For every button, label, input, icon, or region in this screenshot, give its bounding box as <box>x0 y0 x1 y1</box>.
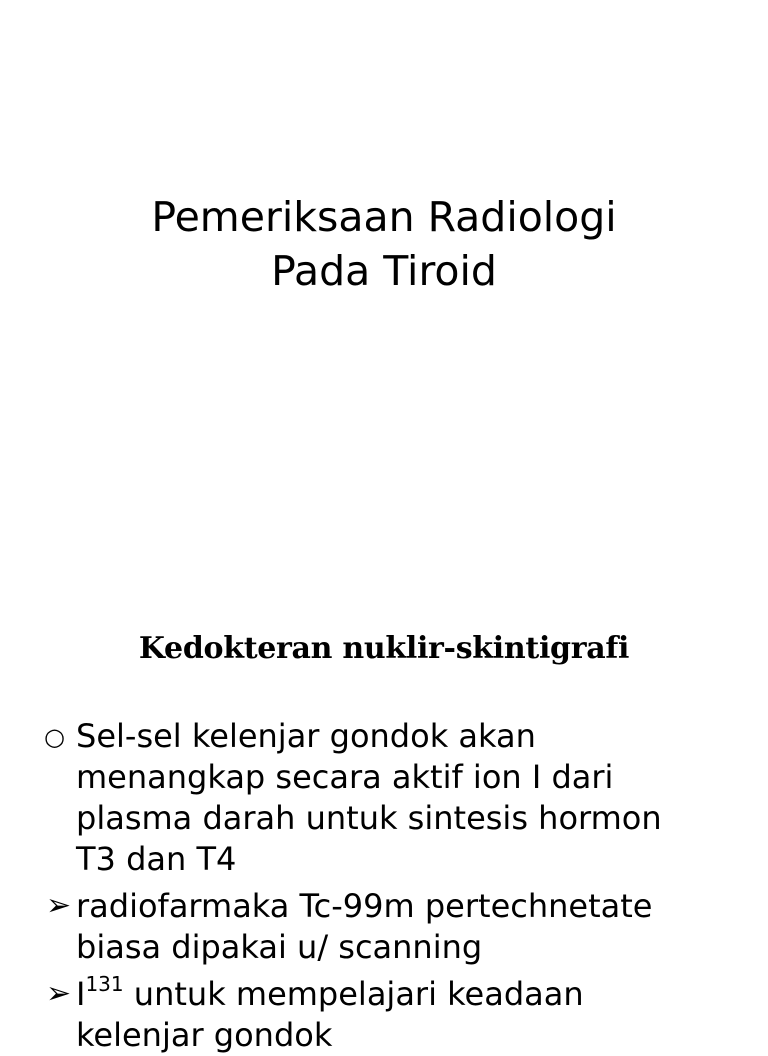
slide-title-line-2: Pada Tiroid <box>271 247 497 295</box>
slide-title <box>0 190 768 298</box>
bullet-line: kelenjar gondok <box>76 1016 333 1054</box>
circle-bullet-icon: ○ <box>44 723 65 751</box>
bullet-line: radiofarmaka Tc-99m pertechnetate <box>76 887 653 925</box>
bullet-line: menangkap secara aktif ion I dari <box>76 758 614 796</box>
arrow-bullet-icon: ➢ <box>46 888 72 923</box>
section-heading: Kedokteran nuklir-skintigrafi <box>138 631 630 666</box>
bullet-line: T3 dan T4 <box>76 840 237 878</box>
bullet-item-3 <box>0 974 768 1056</box>
bullet-line: Sel-sel kelenjar gondok akan <box>76 717 536 755</box>
bullet-text-1 <box>76 716 728 880</box>
bullet-text-2 <box>76 886 728 968</box>
isotope-superscript: 131 <box>85 972 124 996</box>
bullet-line <box>76 974 728 1015</box>
bullet-list <box>0 716 768 1056</box>
iodine-symbol: I <box>76 975 86 1013</box>
bullet-item-1 <box>0 716 768 880</box>
slide-title-line-1: Pemeriksaan Radiologi <box>151 193 617 241</box>
bullet-item-2 <box>0 886 768 968</box>
bullet-line-rest: untuk mempelajari keadaan <box>123 975 584 1013</box>
bullet-line: plasma darah untuk sintesis hormon <box>76 799 662 837</box>
bullet-text-3 <box>76 974 728 1056</box>
arrow-bullet-icon: ➢ <box>46 976 72 1011</box>
bullet-line: biasa dipakai u/ scanning <box>76 928 483 966</box>
